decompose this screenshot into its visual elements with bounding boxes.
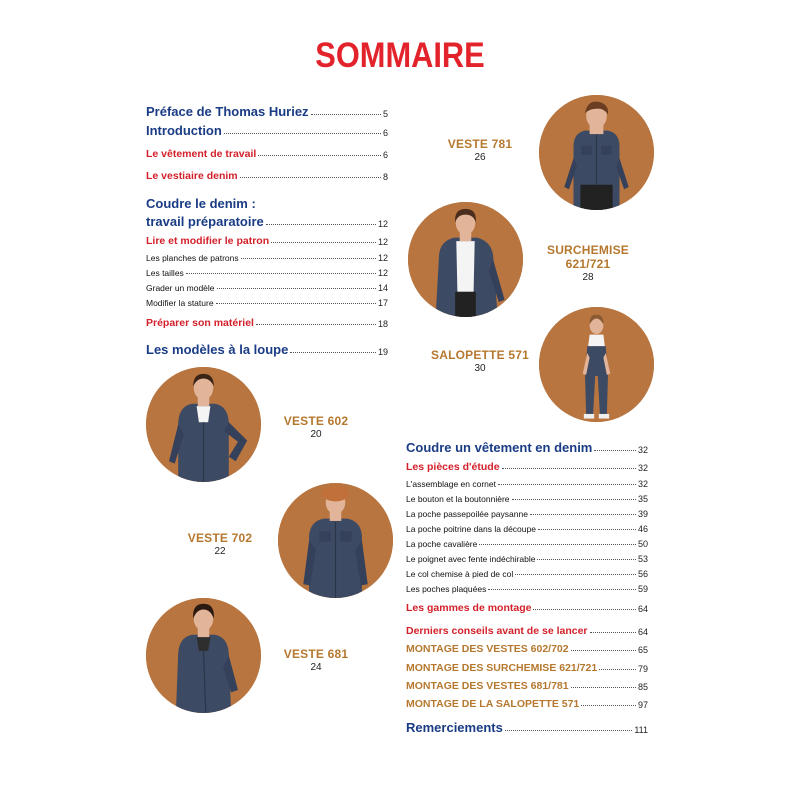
toc-entry-montage-681-781[interactable]: MONTAGE DES VESTES 681/781 85 xyxy=(406,680,648,692)
toc-entry-montage-602-702[interactable]: MONTAGE DES VESTES 602/702 65 xyxy=(406,643,648,655)
toc-entry-preface[interactable]: Préface de Thomas Huriez 5 xyxy=(146,104,388,119)
toc-entry-lire-patron[interactable]: Lire et modifier le patron 12 xyxy=(146,235,388,247)
toc-entry-poche-cavaliere[interactable]: La poche cavalière 50 xyxy=(406,539,648,549)
toc-entry-derniers-conseils[interactable]: Derniers conseils avant de se lancer 64 xyxy=(406,625,648,637)
photo-veste-602 xyxy=(146,367,261,482)
toc-entry-poches-plaquees[interactable]: Les poches plaquées 59 xyxy=(406,584,648,594)
model-name: SALOPETTE 571 xyxy=(431,348,529,362)
caption-salopette xyxy=(425,348,535,374)
toc-entry-cornet[interactable]: L'assemblage en cornet 32 xyxy=(406,479,648,489)
model-name: VESTE 681 xyxy=(283,647,349,661)
caption-veste-781 xyxy=(440,137,520,163)
photo-veste-781 xyxy=(539,95,654,210)
toc-entry-poche-poitrine[interactable]: La poche poitrine dans la découpe 46 xyxy=(406,524,648,534)
photo-veste-681 xyxy=(146,598,261,713)
caption-veste-681 xyxy=(276,647,356,673)
page-title: SOMMAIRE xyxy=(315,36,485,75)
model-page: 20 xyxy=(310,429,322,440)
toc-entry-stature[interactable]: Modifier la stature 17 xyxy=(146,298,388,308)
caption-veste-602 xyxy=(276,414,356,440)
toc-heading-coudre-denim: Coudre le denim : xyxy=(146,196,256,211)
toc-entry-montage-571[interactable]: MONTAGE DE LA SALOPETTE 571 97 xyxy=(406,698,648,710)
toc-entry-poignet[interactable]: Le poignet avec fente indéchirable 53 xyxy=(406,554,648,564)
model-name: VESTE 781 xyxy=(447,137,513,151)
toc-entry-bouton[interactable]: Le bouton et la boutonnière 35 xyxy=(406,494,648,504)
toc-entry-vestiaire-denim[interactable]: Le vestiaire denim 8 xyxy=(146,170,388,182)
toc-entry-travail-preparatoire[interactable]: travail préparatoire 12 xyxy=(146,214,388,229)
model-name: VESTE 602 xyxy=(283,414,349,428)
model-name: SURCHEMISE 621/721 xyxy=(546,243,629,271)
toc-entry-modeles-loupe[interactable]: Les modèles à la loupe 19 xyxy=(146,342,388,357)
toc-entry-tailles[interactable]: Les tailles 12 xyxy=(146,268,388,278)
model-page: 22 xyxy=(214,546,226,557)
toc-entry-col-chemise[interactable]: Le col chemise à pied de col 56 xyxy=(406,569,648,579)
toc-entry-vetement-travail[interactable]: Le vêtement de travail 6 xyxy=(146,148,388,160)
model-page: 24 xyxy=(310,662,322,673)
toc-entry-grader[interactable]: Grader un modèle 14 xyxy=(146,283,388,293)
caption-veste-702 xyxy=(180,531,260,557)
toc-entry-pieces-etude[interactable]: Les pièces d'étude 32 xyxy=(406,461,648,473)
toc-entry-planches[interactable]: Les planches de patrons 12 xyxy=(146,253,388,263)
toc-entry-remerciements[interactable]: Remerciements 111 xyxy=(406,720,648,735)
toc-entry-coudre-vetement[interactable]: Coudre un vêtement en denim 32 xyxy=(406,440,648,455)
toc-entry-introduction[interactable]: Introduction 6 xyxy=(146,123,388,138)
photo-veste-702 xyxy=(278,483,393,598)
model-page: 30 xyxy=(474,363,486,374)
toc-entry-materiel[interactable]: Préparer son matériel 18 xyxy=(146,317,388,329)
toc-entry-poche-passepoilee[interactable]: La poche passepoilée paysanne 39 xyxy=(406,509,648,519)
model-name: VESTE 702 xyxy=(187,531,253,545)
model-page: 28 xyxy=(582,272,594,283)
model-page: 26 xyxy=(474,152,486,163)
photo-surchemise-621-721 xyxy=(408,202,523,317)
toc-entry-gammes-montage[interactable]: Les gammes de montage 64 xyxy=(406,602,648,614)
toc-entry-montage-621-721[interactable]: MONTAGE DES SURCHEMISE 621/721 79 xyxy=(406,662,648,674)
photo-salopette-571 xyxy=(539,307,654,422)
caption-surchemise xyxy=(525,243,651,283)
